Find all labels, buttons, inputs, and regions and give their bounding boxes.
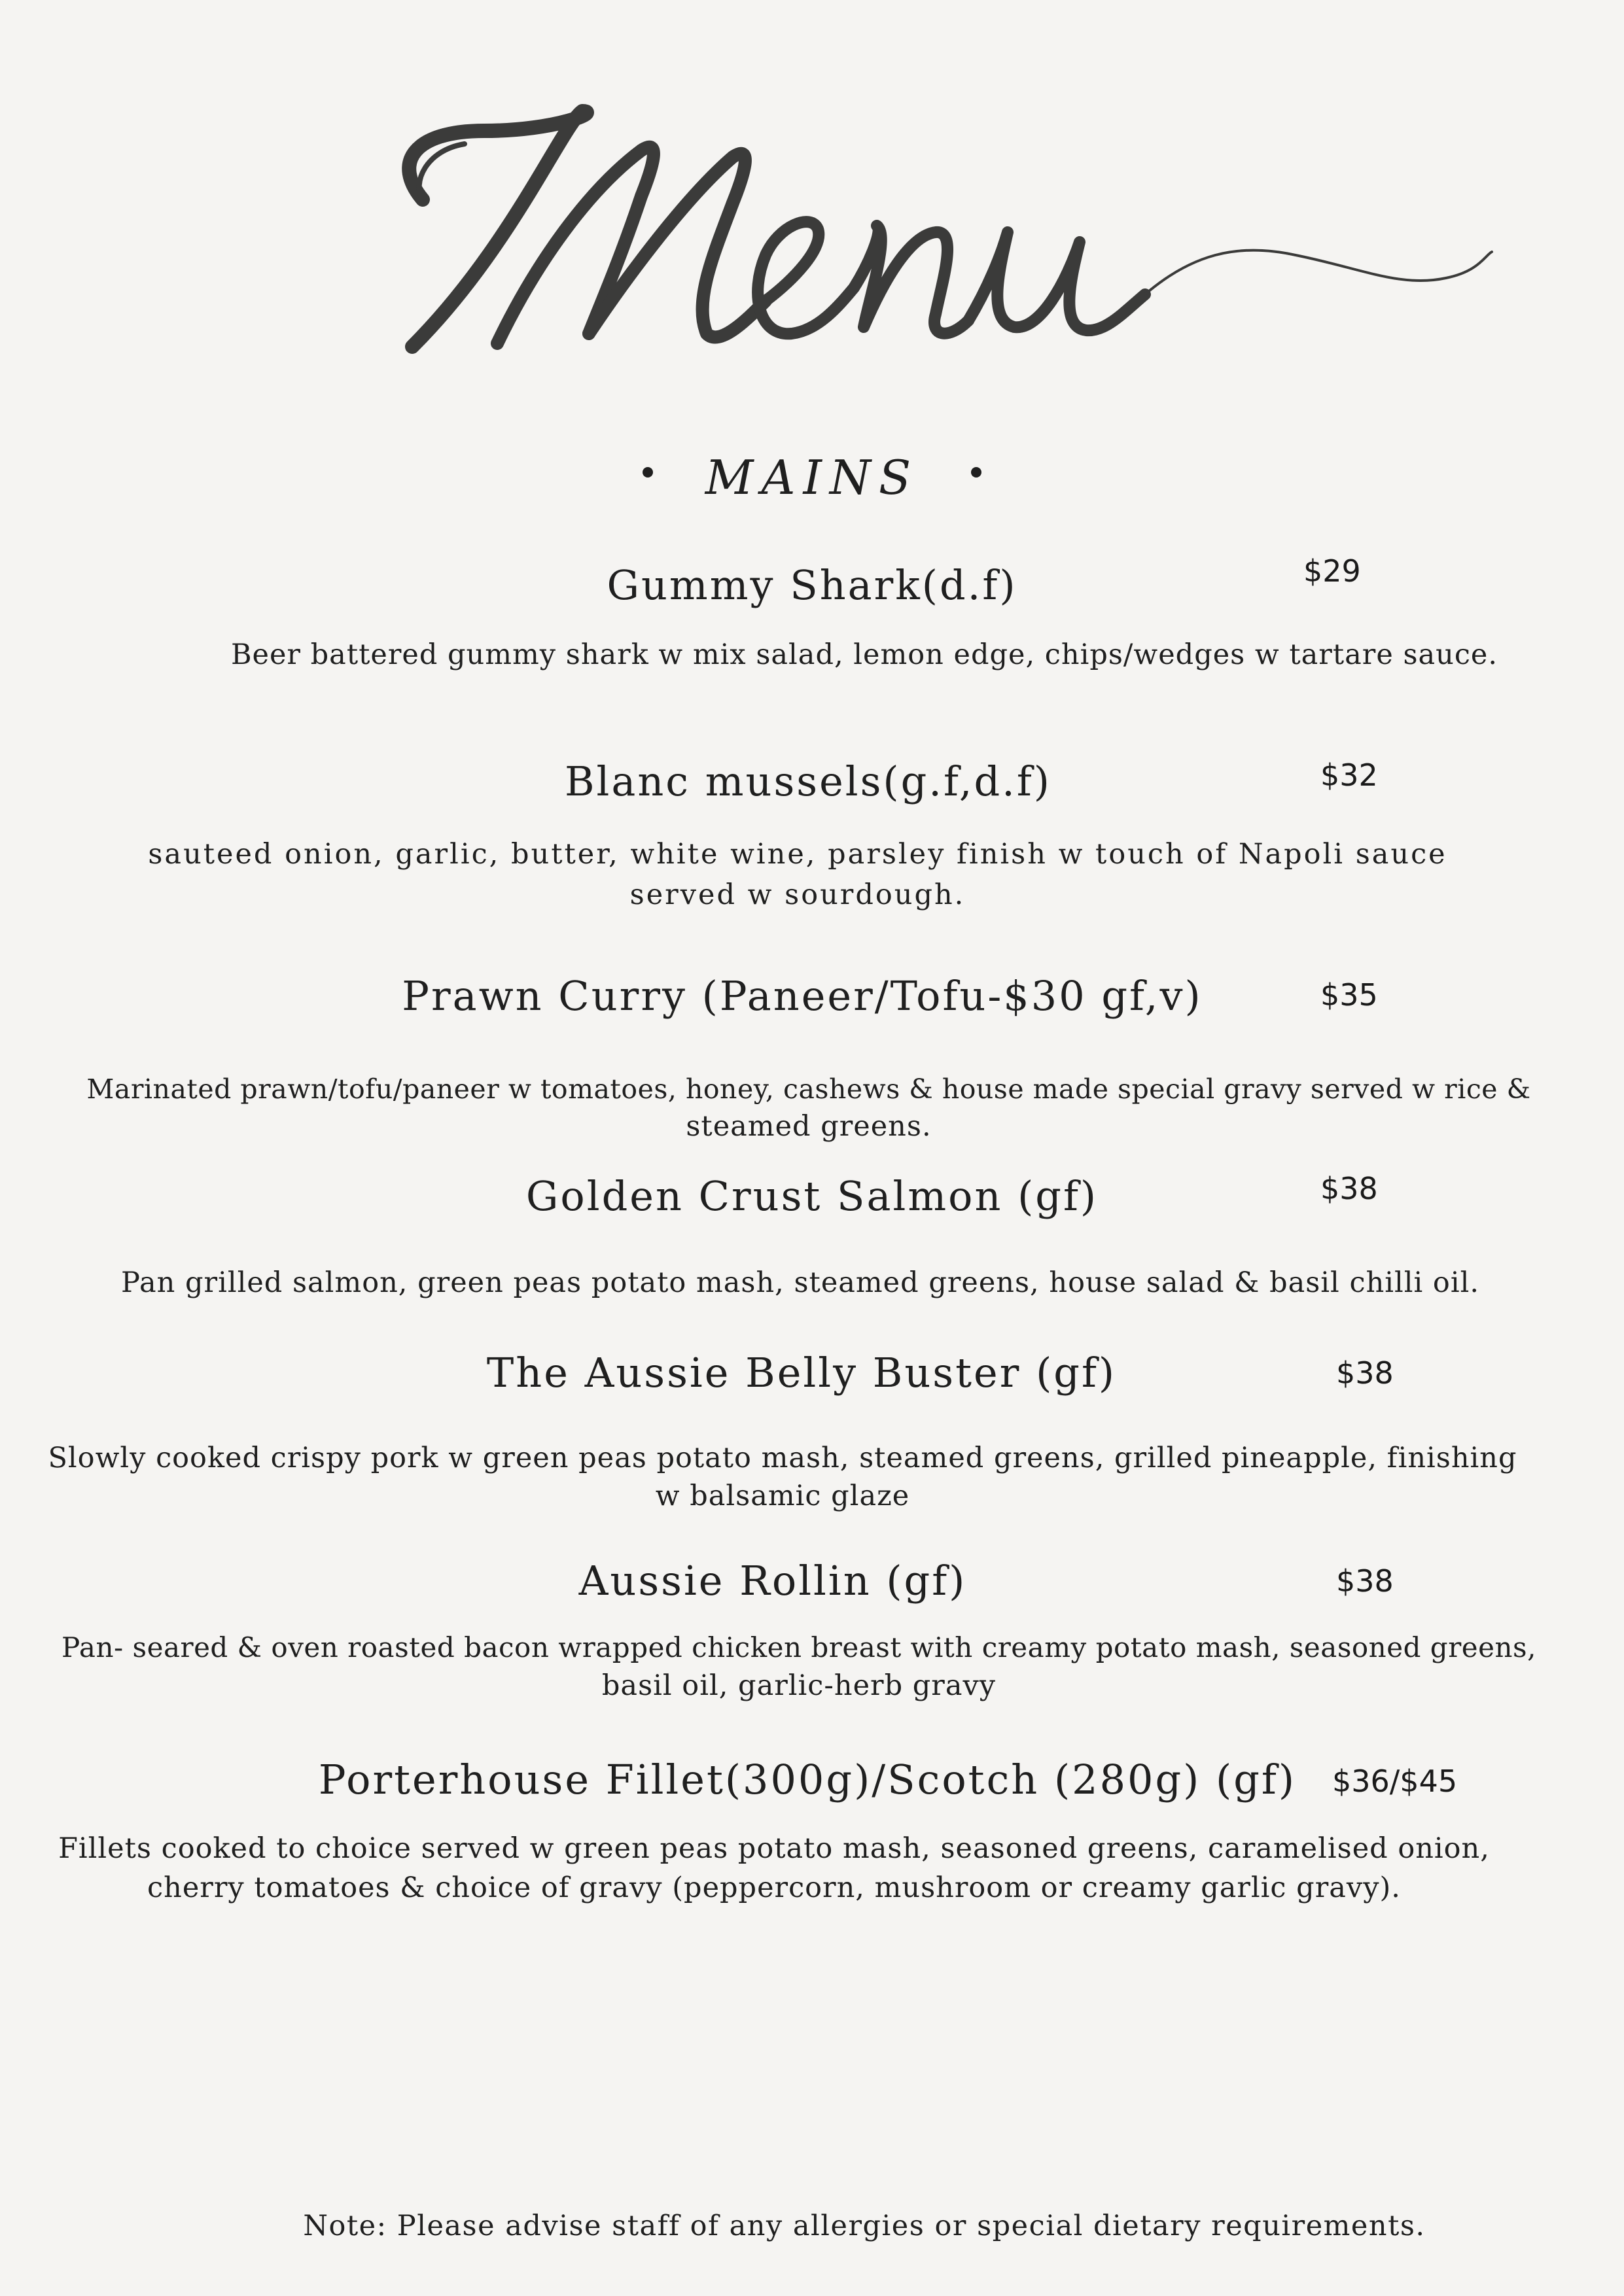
dish-desc-7-line-2: cherry tomatoes & choice of gravy (peppercorn, mushroom or creamy garlic gravy). [147, 1871, 1401, 1904]
dish-name-7: Porterhouse Fillet(300g)/Scotch (280g) (gf) [318, 1756, 1297, 1803]
dish-desc-4-line-1: Pan grilled salmon, green peas potato mash, steamed greens, house salad & basil chilli oil. [120, 1266, 1479, 1299]
dish-desc-1-line-1: Beer battered gummy shark w mix salad, lemon edge, chips/wedges w tartare sauce. [230, 638, 1498, 671]
dish-name-2: Blanc mussels(g.f,d.f) [565, 757, 1051, 805]
dish-name-4: Golden Crust Salmon (gf) [525, 1172, 1099, 1220]
dish-desc-5-line-2: w balsamic glaze [655, 1480, 910, 1512]
dish-desc-3-line-1: Marinated prawn/tofu/paneer w tomatoes, honey, cashews & house made special gravy served w rice & [86, 1073, 1531, 1105]
menu-title-script [366, 85, 1518, 373]
dish-desc-7-line-1: Fillets cooked to choice served w green peas potato mash, seasoned greens, caramelised onion, [58, 1832, 1490, 1865]
dish-price-6: $38 [1336, 1563, 1394, 1599]
allergy-note: Note: Please advise staff of any allergies or special dietary requirements. [303, 2210, 1426, 2242]
dish-desc-6 [0, 1629, 1611, 1705]
dish-desc-6-line-1: Pan- seared & oven roasted bacon wrapped chicken breast with creamy potato mash, seasoned greens, [62, 1631, 1536, 1663]
dish-desc-3 [0, 1069, 1621, 1143]
dish-desc-2-line-1: sauteed onion, garlic, butter, white wine, parsley finish w touch of Napoli sauce [148, 838, 1447, 871]
dish-price-3: $35 [1320, 977, 1378, 1013]
dish-price-4: $38 [1320, 1171, 1378, 1206]
dish-desc-5-line-1: Slowly cooked crispy pork w green peas potato mash, steamed greens, grilled pineapple, finishing [48, 1442, 1517, 1474]
dish-price-7: $36/$45 [1332, 1764, 1458, 1799]
dish-name-6: Aussie Rollin (gf) [578, 1557, 967, 1605]
dish-desc-2 [0, 834, 1610, 915]
dish-name-3: Prawn Curry (Paneer/Tofu-$30 gf,v) [402, 972, 1203, 1020]
dish-desc-2-line-2: served w sourdough. [629, 878, 966, 911]
dish-desc-5 [0, 1439, 1595, 1515]
dish-desc-3-line-2: steamed greens. [686, 1110, 932, 1143]
dish-name-1: Gummy Shark(d.f) [607, 561, 1017, 609]
dish-desc-1 [52, 635, 1624, 675]
dish-price-1: $29 [1303, 553, 1361, 589]
section-title: MAINS [705, 450, 919, 505]
dish-price-2: $32 [1320, 757, 1378, 793]
bullet-dot-left [643, 467, 653, 478]
dish-name-5: The Aussie Belly Buster (gf) [486, 1349, 1117, 1397]
section-heading [0, 450, 1624, 505]
dish-price-5: $38 [1336, 1355, 1394, 1391]
dish-desc-4 [0, 1262, 1612, 1303]
dish-desc-7 [0, 1829, 1586, 1907]
dish-desc-6-line-2: basil oil, garlic-herb gravy [601, 1669, 997, 1702]
menu-script-logo [366, 85, 1518, 373]
bullet-dot-right [971, 467, 981, 478]
